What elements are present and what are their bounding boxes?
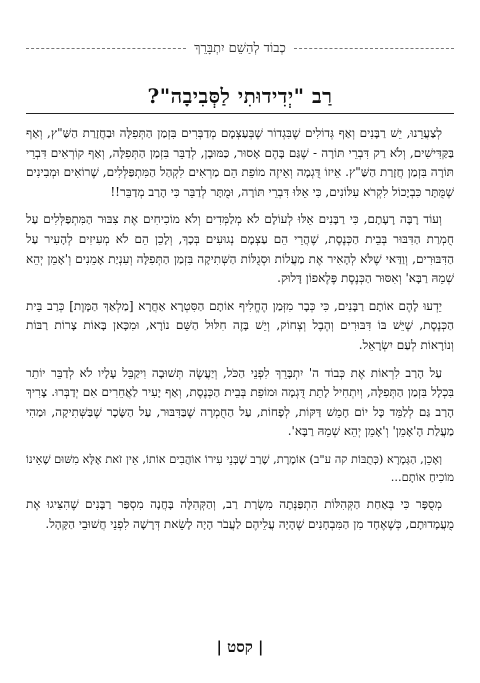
- paragraph: מְסֻפָּר כִּי בְּאַחַת הַקְּהִלּוֹת הִתְפַּנְּתָה מִשְׂרַת רַב, וְהַקְּהִלָּה בָּחֲנָה מִסְפַּר רַבָּנִים שֶׁהִצִּיגוּ אֶת מֻעֲמָדוּתָם, כְּשֶׁאֶחָד מִן הַמִּבְחָנִים שֶׁהָיָה עֲלֵיהֶם לַעֲבֹר הָיָה לָשֵׂאת דְּרָשָׁה לִפְנֵי חֲשׁוּבֵי הַקָּהָל.: [26, 496, 454, 531]
- running-header: [26, 40, 454, 56]
- paragraph: יֵדְעוּ לָהֶם אוֹתָם רַבָּנִים, כִּי כְּבָר מִזְּמַן הֶחֱלִיף אוֹתָם הַסִּטְרָא אַחֲרָא [מַלְאַךְ הַמָּוֶת] כְּרַב בֵּית הַכְּנֶסֶת, שֶׁיֵּשׁ בּוֹ דִּבּוּרִים וְהֶבֶל וְצְחוֹק, וְיֵשׁ בָּזֶה חִלּוּל הַשֵּׁם נוֹרָא, וּמִכָּאן בָּאוֹת צָרוֹת רַבּוֹת וְנוֹרָאוֹת לְעַם יִשְׂרָאֵל.: [26, 298, 454, 352]
- paragraph: וְאָכֵן, הַגְּמָרָא (כְּתֻבּוֹת קה ע"ב) אוֹמֶרֶת, שֶׁרַב שֶׁבְּנֵי עִירוֹ אוֹהֲבִים אוֹתוֹ, אֵין זֹאת אֶלָּא מִשּׁוּם שֶׁאֵינוֹ מוֹכִיחַ אוֹתָם...: [26, 451, 454, 485]
- article-title: רַב "יְדִידוּתִי לַסְּבִיבָה"?: [147, 84, 333, 108]
- paragraph: לְצַעֲרֵנוּ, יֵשׁ רַבָּנִים וְאַף גְּדוֹלִים שֶׁבִּגְדוֹר שֶׁבְּעַצְמָם מְדַבְּרִים בִּזְמַן הַתְּפִלָּה וּבַחֲזָרַת הַשַּׁ"ץ, וְאַף בַּקַּדִּישִׁים, וְלֹא רַק דִּבְרֵי תּוֹרָה - שֶׁגַּם בָּהֶם אָסוּר, כַּמּוּבָן, לְדַבֵּר בִּזְמַן הַתְּפִלָּה, וְאַף קוֹרְאִים דִּבְרֵי תּוֹרָה בִּזְמַן חֲזָרַת הַשַּׁ"ץ. אֵיזוֹ דֻּגְמָה וְאֵיזֶה מוֹפֵת הֵם מַרְאִים לִקְהַל הַמִּתְפַּלְּלִים, שֶׁרוֹאִים וּמְבִינִים שֶׁמֻּתָּר כִּבְיָכוֹל לִקְרֹא עִלּוֹנִים, כִּי אֵלּוּ דִּבְרֵי תּוֹרָה, וּמֻתָּר לְדַבֵּר כִּי הָרַב מְדַבֵּר!!: [26, 126, 454, 199]
- header-rule-right: [294, 48, 454, 49]
- article-body: [26, 124, 454, 542]
- title-underline: [26, 113, 454, 114]
- paragraph: וְעוֹד רָבָּה רָעָתָם, כִּי רַבָּנִים אֵלּוּ לְעוֹלָם לֹא מְלַמְּדִים וְלֹא מוֹכִיחִים אֶת צִבּוּר הַמִּתְפַּלְּלִים עַל חֻמְרַת הַדִּבּוּר בְּבֵית הַכְּנֶסֶת, שֶׁהֲרֵי הֵם עַצְמָם נְגוּעִים בְּכָךְ, וְלָכֵן הֵם לֹא מְעִיזִים לְהָעִיר עַל הַדִּבּוּרִים, וְוַדַּאי שֶׁלֹּא לְהָאִיר אֶת מַעֲלוֹת וּסְגֻלּוֹת הַשְּׁתִיקָה בִּזְמַן הַתְּפִלָּה וְעִנְיַת אָמֵנִים וְ'אָמֵן יְהֵא שְׁמֵהּ רַבָּא' וְאִסּוּר הַכְּנֶסֶת פֶּלֶאפוֹן דָּלוּק.: [26, 212, 454, 286]
- page-number: | קסט |: [216, 638, 264, 656]
- running-title: כְבוֹד לְהַשֵׁם יִתְבָּרֵךְ: [194, 41, 286, 56]
- paragraph: עַל הָרַב לִרְאוֹת אֶת כְּבוֹד ה' יִתְבָּרֵךְ לִפְנֵי הַכֹּל, וְיַעֲשֶׂה תְּשׁוּבָה וִיקַבֵּל עָלָיו לֹא לְדַבֵּר יוֹתֵר בִּכְלָל בִּזְמַן הַתְּפִלָּה, וְיִתְחִיל לָתֵת דֻּגְמָה וּמוֹפֵת בְּבֵית הַכְּנֶסֶת, וְאַף יָעִיר לַאֲחֵרִים אִם יְדַבְּרוּ. צָרִיךְ הָרַב גַּם לְלַמֵּד כָּל יוֹם חָמֵשׁ דַּקּוֹת, לְפָחוֹת, עַל הַחֻמְרָה שֶׁבַּדִּבּוּר, עַל הַשָּׂכָר שֶׁבַּשְּׁתִיקָה, וּמַהִי מַעֲלַת הָ'אָמֵן' וְ'אָמֵן יְהֵא שְׁמֵהּ רַבָּא'.: [26, 365, 454, 439]
- header-rule-left: [26, 48, 186, 49]
